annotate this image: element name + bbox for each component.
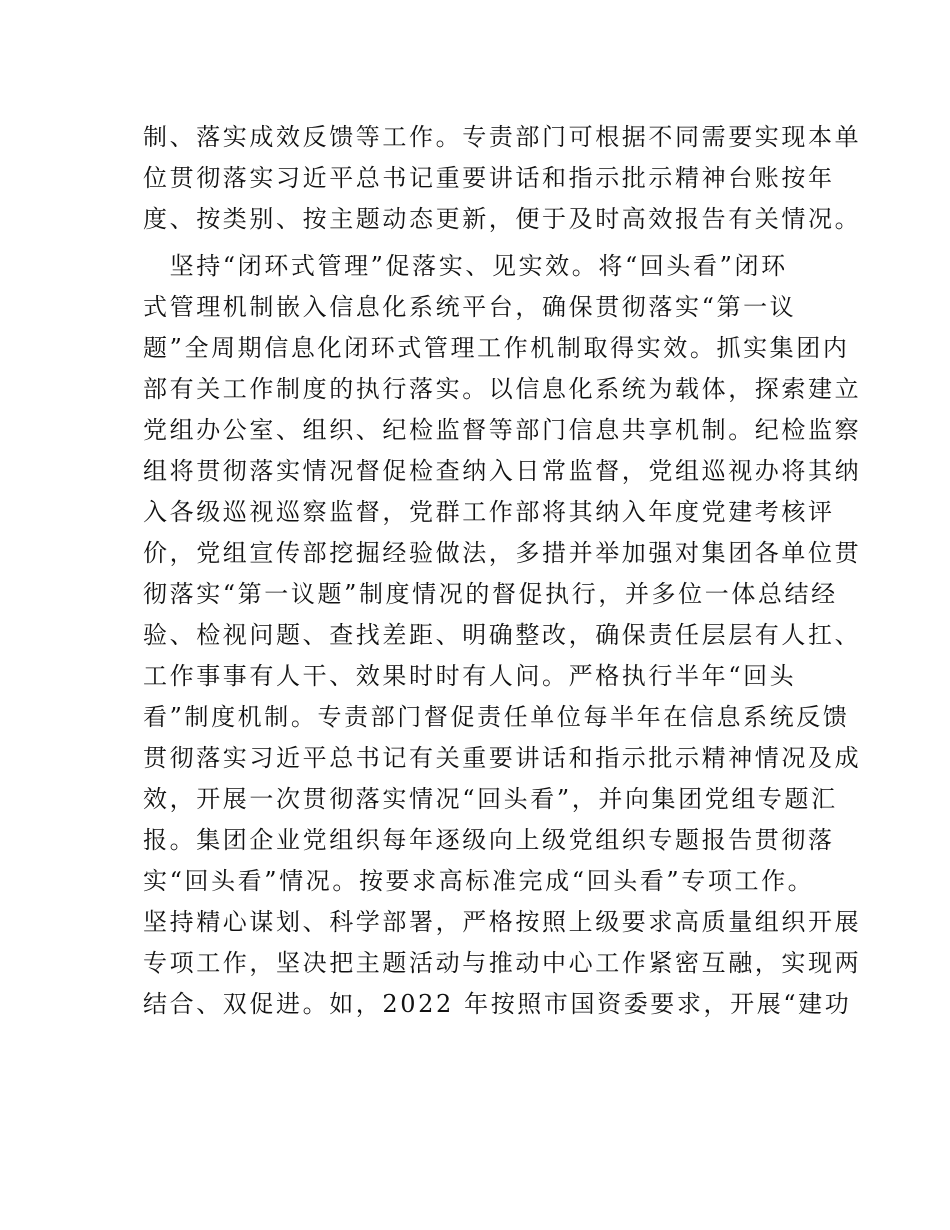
text-line-19: 实“回头看”情况。按要求高标准完成“回头看”专项工作。 — [143, 867, 815, 895]
text-line-4: 坚持“闭环式管理”促落实、见实效。将“回头看”闭环 — [143, 252, 788, 280]
text-line-5: 式管理机制嵌入信息化系统平台，确保贯彻落实“第一议 — [143, 293, 797, 321]
text-line-2: 位贯彻落实习近平总书记重要讲话和指示批示精神台账按年 — [143, 164, 835, 192]
text-line-3: 度、按类别、按主题动态更新，便于及时高效报告有关情况。 — [143, 205, 862, 233]
text-line-12: 彻落实“第一议题”制度情况的督促执行，并多位一体总结经 — [143, 580, 838, 608]
text-line-16: 贯彻落实习近平总书记有关重要讲话和指示批示精神情况及成 — [143, 744, 862, 772]
text-line-18: 报。集团企业党组织每年逐级向上级党组织专题报告贯彻落 — [143, 826, 835, 854]
text-line-22: 结合、双促进。如，2022 年按照市国资委要求，开展“建功 — [143, 990, 852, 1018]
text-line-17: 效，开展一次贯彻落实情况“回头看”，并向集团党组专题汇 — [143, 785, 838, 813]
text-line-20: 坚持精心谋划、科学部署，严格按照上级要求高质量组织开展 — [143, 908, 862, 936]
text-line-7: 部有关工作制度的执行落实。以信息化系统为载体，探索建立 — [143, 375, 862, 403]
text-line-15: 看”制度机制。专责部门督促责任单位每半年在信息系统反馈 — [143, 703, 850, 731]
text-line-6: 题”全周期信息化闭环式管理工作机制取得实效。抓实集团内 — [143, 334, 850, 362]
text-line-9: 组将贯彻落实情况督促检查纳入日常监督，党组巡视办将其纳 — [143, 457, 862, 485]
text-line-13: 验、检视问题、查找差距、明确整改，确保责任层层有人扛、 — [143, 621, 862, 649]
text-line-11: 价，党组宣传部挖掘经验做法，多措并举加强对集团各单位贯 — [143, 539, 862, 567]
text-line-1: 制、落实成效反馈等工作。专责部门可根据不同需要实现本单 — [143, 123, 862, 151]
text-line-10: 入各级巡视巡察监督，党群工作部将其纳入年度党建考核评 — [143, 498, 835, 526]
text-line-21: 专项工作，坚决把主题活动与推动中心工作紧密互融，实现两 — [143, 949, 862, 977]
text-line-14: 工作事事有人干、效果时时有人问。严格执行半年“回头 — [143, 662, 797, 690]
body-text — [143, 117, 862, 1025]
text-line-8: 党组办公室、组织、纪检监督等部门信息共享机制。纪检监察 — [143, 416, 862, 444]
